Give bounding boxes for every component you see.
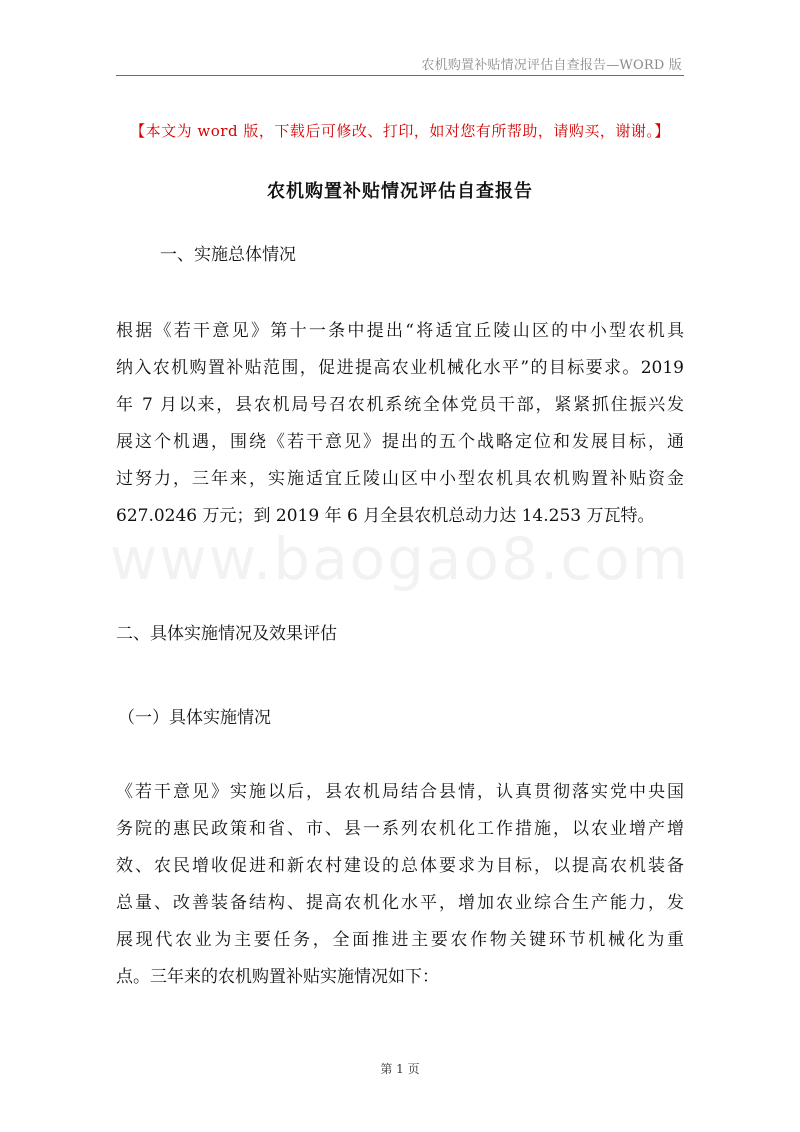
paragraph-line: 627.0246 万元；到 2019 年 6 月全县农机总动力达 14.253 万瓦特。 [116, 506, 655, 526]
paragraph-line: 《若干意见》实施以后，县农机局结合县情，认真贯彻落实党中央国 [116, 782, 684, 802]
section-2-paragraph [116, 774, 684, 996]
header-rule [116, 75, 684, 76]
paragraph-line: 年 7 月以来，县农机局号召农机系统全体党员干部，紧紧抓住振兴发 [116, 395, 684, 415]
paragraph-line: 根据《若干意见》第十一条中提出“将适宜丘陵山区的中小型农机具 [116, 321, 684, 341]
paragraph-line: 点。三年来的农机购置补贴实施情况如下： [116, 967, 439, 987]
sub-heading-1: （一）具体实施情况 [118, 708, 271, 728]
purchase-notice: 【本文为 word 版，下载后可修改、打印，如对您有所帮助，请购买，谢谢。】 [130, 122, 670, 140]
section-1-paragraph [116, 313, 684, 535]
running-header: 农机购置补贴情况评估自查报告—WORD 版 [421, 58, 682, 73]
paragraph-line: 总量、改善装备结构、提高农机化水平，增加农业综合生产能力，发 [116, 893, 684, 913]
watermark: www.baogao8.com [109, 525, 691, 593]
document-title: 农机购置补贴情况评估自查报告 [267, 181, 533, 202]
paragraph-line: 效、农民增收促进和新农村建设的总体要求为目标，以提高农机装备 [116, 856, 684, 876]
paragraph-line: 展现代农业为主要任务，全面推进主要农作物关键环节机械化为重 [116, 930, 684, 950]
paragraph-line: 务院的惠民政策和省、市、县一系列农机化工作措施，以农业增产增 [116, 819, 684, 839]
paragraph-line: 展这个机遇，围绕《若干意见》提出的五个战略定位和发展目标，通 [116, 432, 684, 452]
page-number: 第 1 页 [380, 1062, 420, 1076]
paragraph-line: 纳入农机购置补贴范围，促进提高农业机械化水平”的目标要求。2019 [116, 358, 684, 378]
section-heading-2: 二、具体实施情况及效果评估 [116, 624, 337, 644]
paragraph-line: 过努力，三年来，实施适宜丘陵山区中小型农机具农机购置补贴资金 [116, 469, 684, 489]
section-heading-1: 一、实施总体情况 [160, 245, 296, 265]
